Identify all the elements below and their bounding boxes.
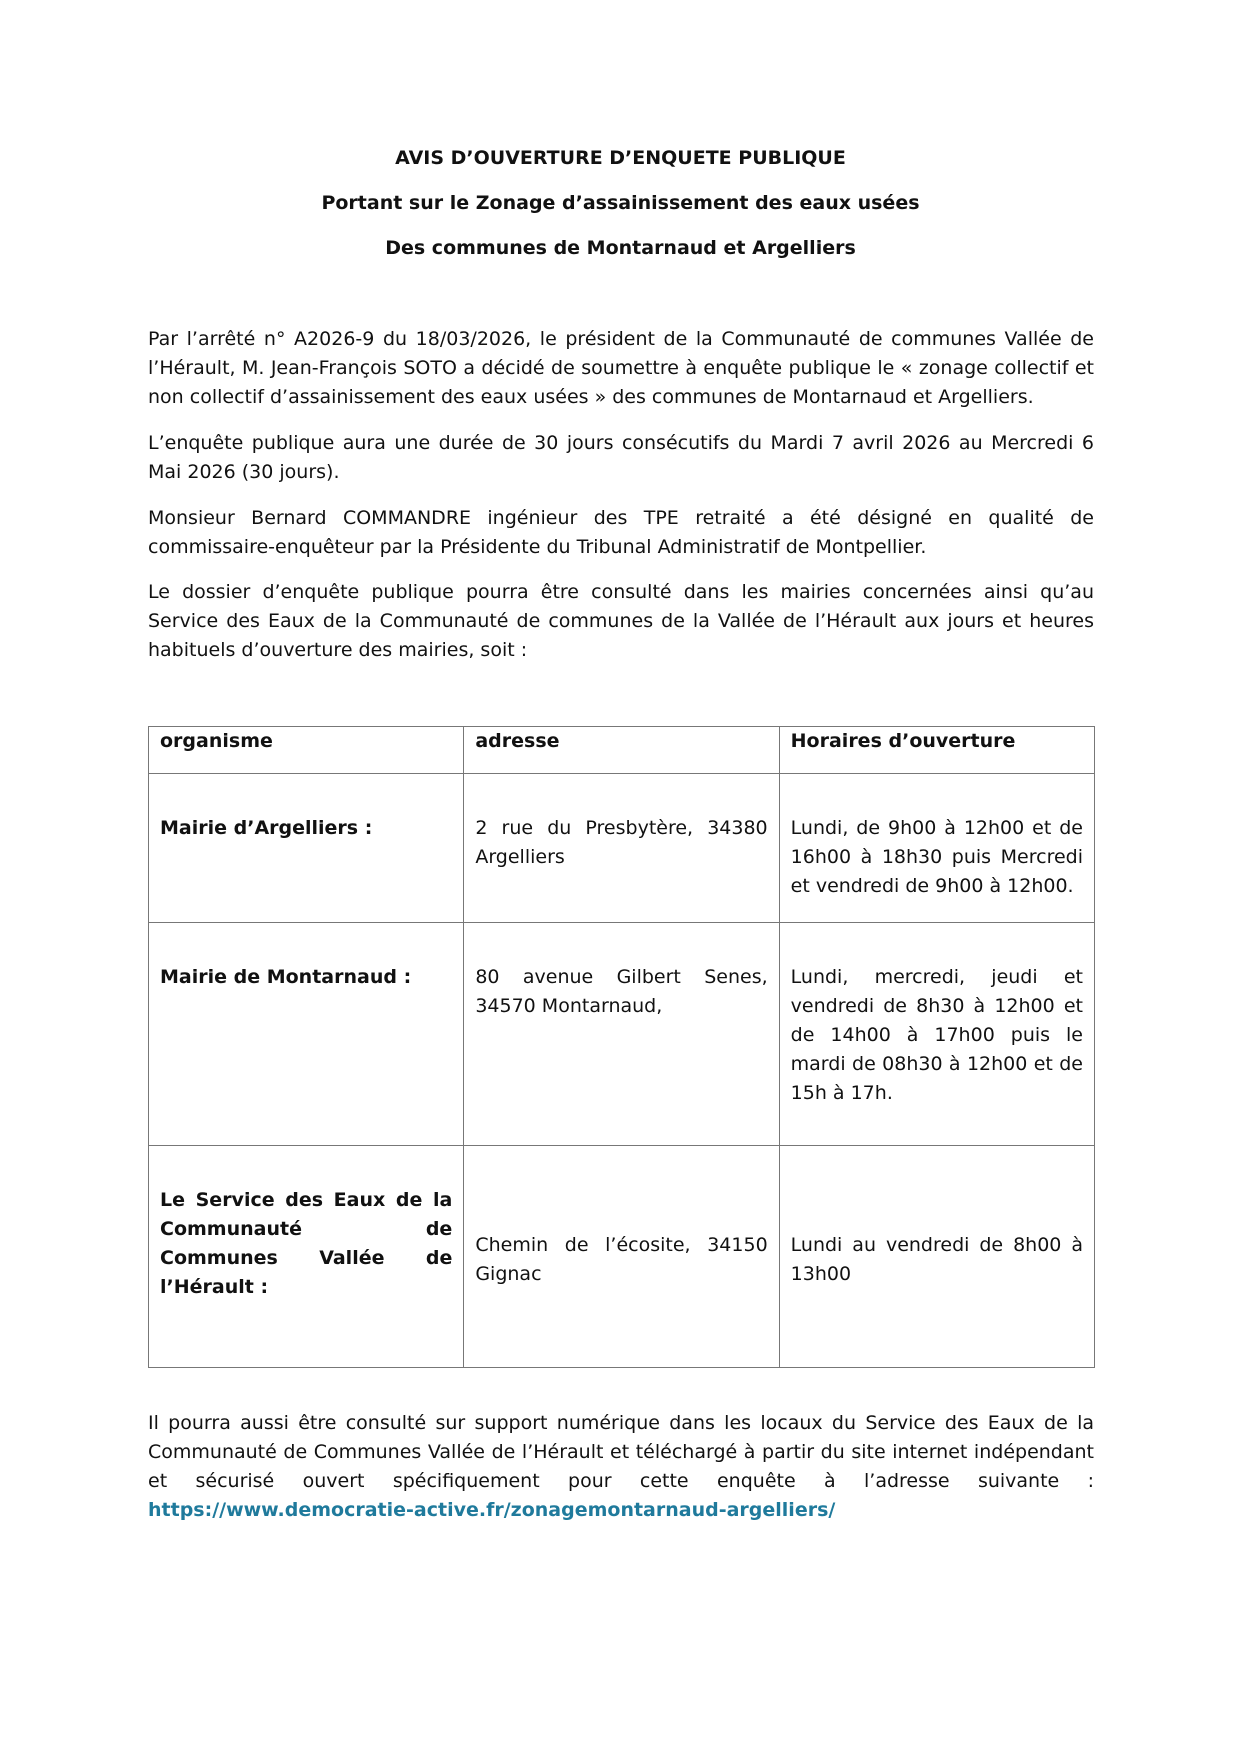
paragraph-duree: L’enquête publique aura une durée de 30 jours consécutifs du Mardi 7 avril 2026 au Mercredi 6 Mai 2026 (30 jours). [148,432,1094,483]
row-horaires: Lundi au vendredi de 8h00 à 13h00 [779,1146,1094,1368]
row-organisme: Mairie d’Argelliers : [149,774,464,923]
row-adresse: 80 avenue Gilbert Senes, 34570 Montarnaud, [464,923,779,1146]
enquete-url-link[interactable]: https://www.democratie-active.fr/zonagemontarnaud-argelliers/ [148,1499,836,1521]
paragraph-commissaire: Monsieur Bernard COMMANDRE ingénieur des TPE retraité a été désigné en qualité de commissaire-enquêteur par la Présidente du Tribunal Administratif de Montpellier. [148,507,1094,558]
header-adresse: adresse [464,727,779,774]
title-communes: Des communes de Montarnaud et Argelliers [385,237,856,259]
title-main: AVIS D’OUVERTURE D’ENQUETE PUBLIQUE [395,147,846,169]
header-organisme: organisme [149,727,464,774]
row-adresse: 2 rue du Presbytère, 34380 Argelliers [464,774,779,923]
table-row [149,1146,1095,1368]
paragraph-arrete: Par l’arrêté n° A2026-9 du 18/03/2026, le président de la Communauté de communes Vallée de l’Hérault, M. Jean-François SOTO a décidé de soumettre à enquête publique le « zonage collectif et non collectif d’assainissement des eaux usées » des communes de Montarnaud et Argelliers. [148,328,1094,408]
paragraph-numerique-text: Il pourra aussi être consulté sur support numérique dans les locaux du Service des Eaux de la Communauté de Communes Vallée de l’Hérault et téléchargé à partir du site internet indépendant et sécurisé ouvert spécifiquement pour cette enquête à l’adresse suivante : [148,1412,1094,1492]
row-horaires: Lundi, mercredi, jeudi et vendredi de 8h30 à 12h00 et de 14h00 à 17h00 puis le mardi de 08h30 à 12h00 et de 15h à 17h. [779,923,1094,1146]
horaires-table [148,726,1095,1368]
row-adresse: Chemin de l’écosite, 34150 Gignac [464,1146,779,1368]
header-horaires: Horaires d’ouverture [779,727,1094,774]
paragraph-dossier: Le dossier d’enquête publique pourra être consulté dans les mairies concernées ainsi qu’au Service des Eaux de la Communauté de communes de la Vallée de l’Hérault aux jours et heures habituels d’ouverture des mairies, soit : [148,581,1094,661]
paragraph-numerique [148,1409,1094,1525]
row-organisme: Mairie de Montarnaud : [149,923,464,1146]
row-horaires: Lundi, de 9h00 à 12h00 et de 16h00 à 18h30 puis Mercredi et vendredi de 9h00 à 12h00. [779,774,1094,923]
table-header-row [149,727,1095,774]
table-row [149,923,1095,1146]
table-row [149,774,1095,923]
title-subject: Portant sur le Zonage d’assainissement des eaux usées [321,192,920,214]
row-organisme: Le Service des Eaux de la Communauté de Communes Vallée de l’Hérault : [149,1146,464,1368]
